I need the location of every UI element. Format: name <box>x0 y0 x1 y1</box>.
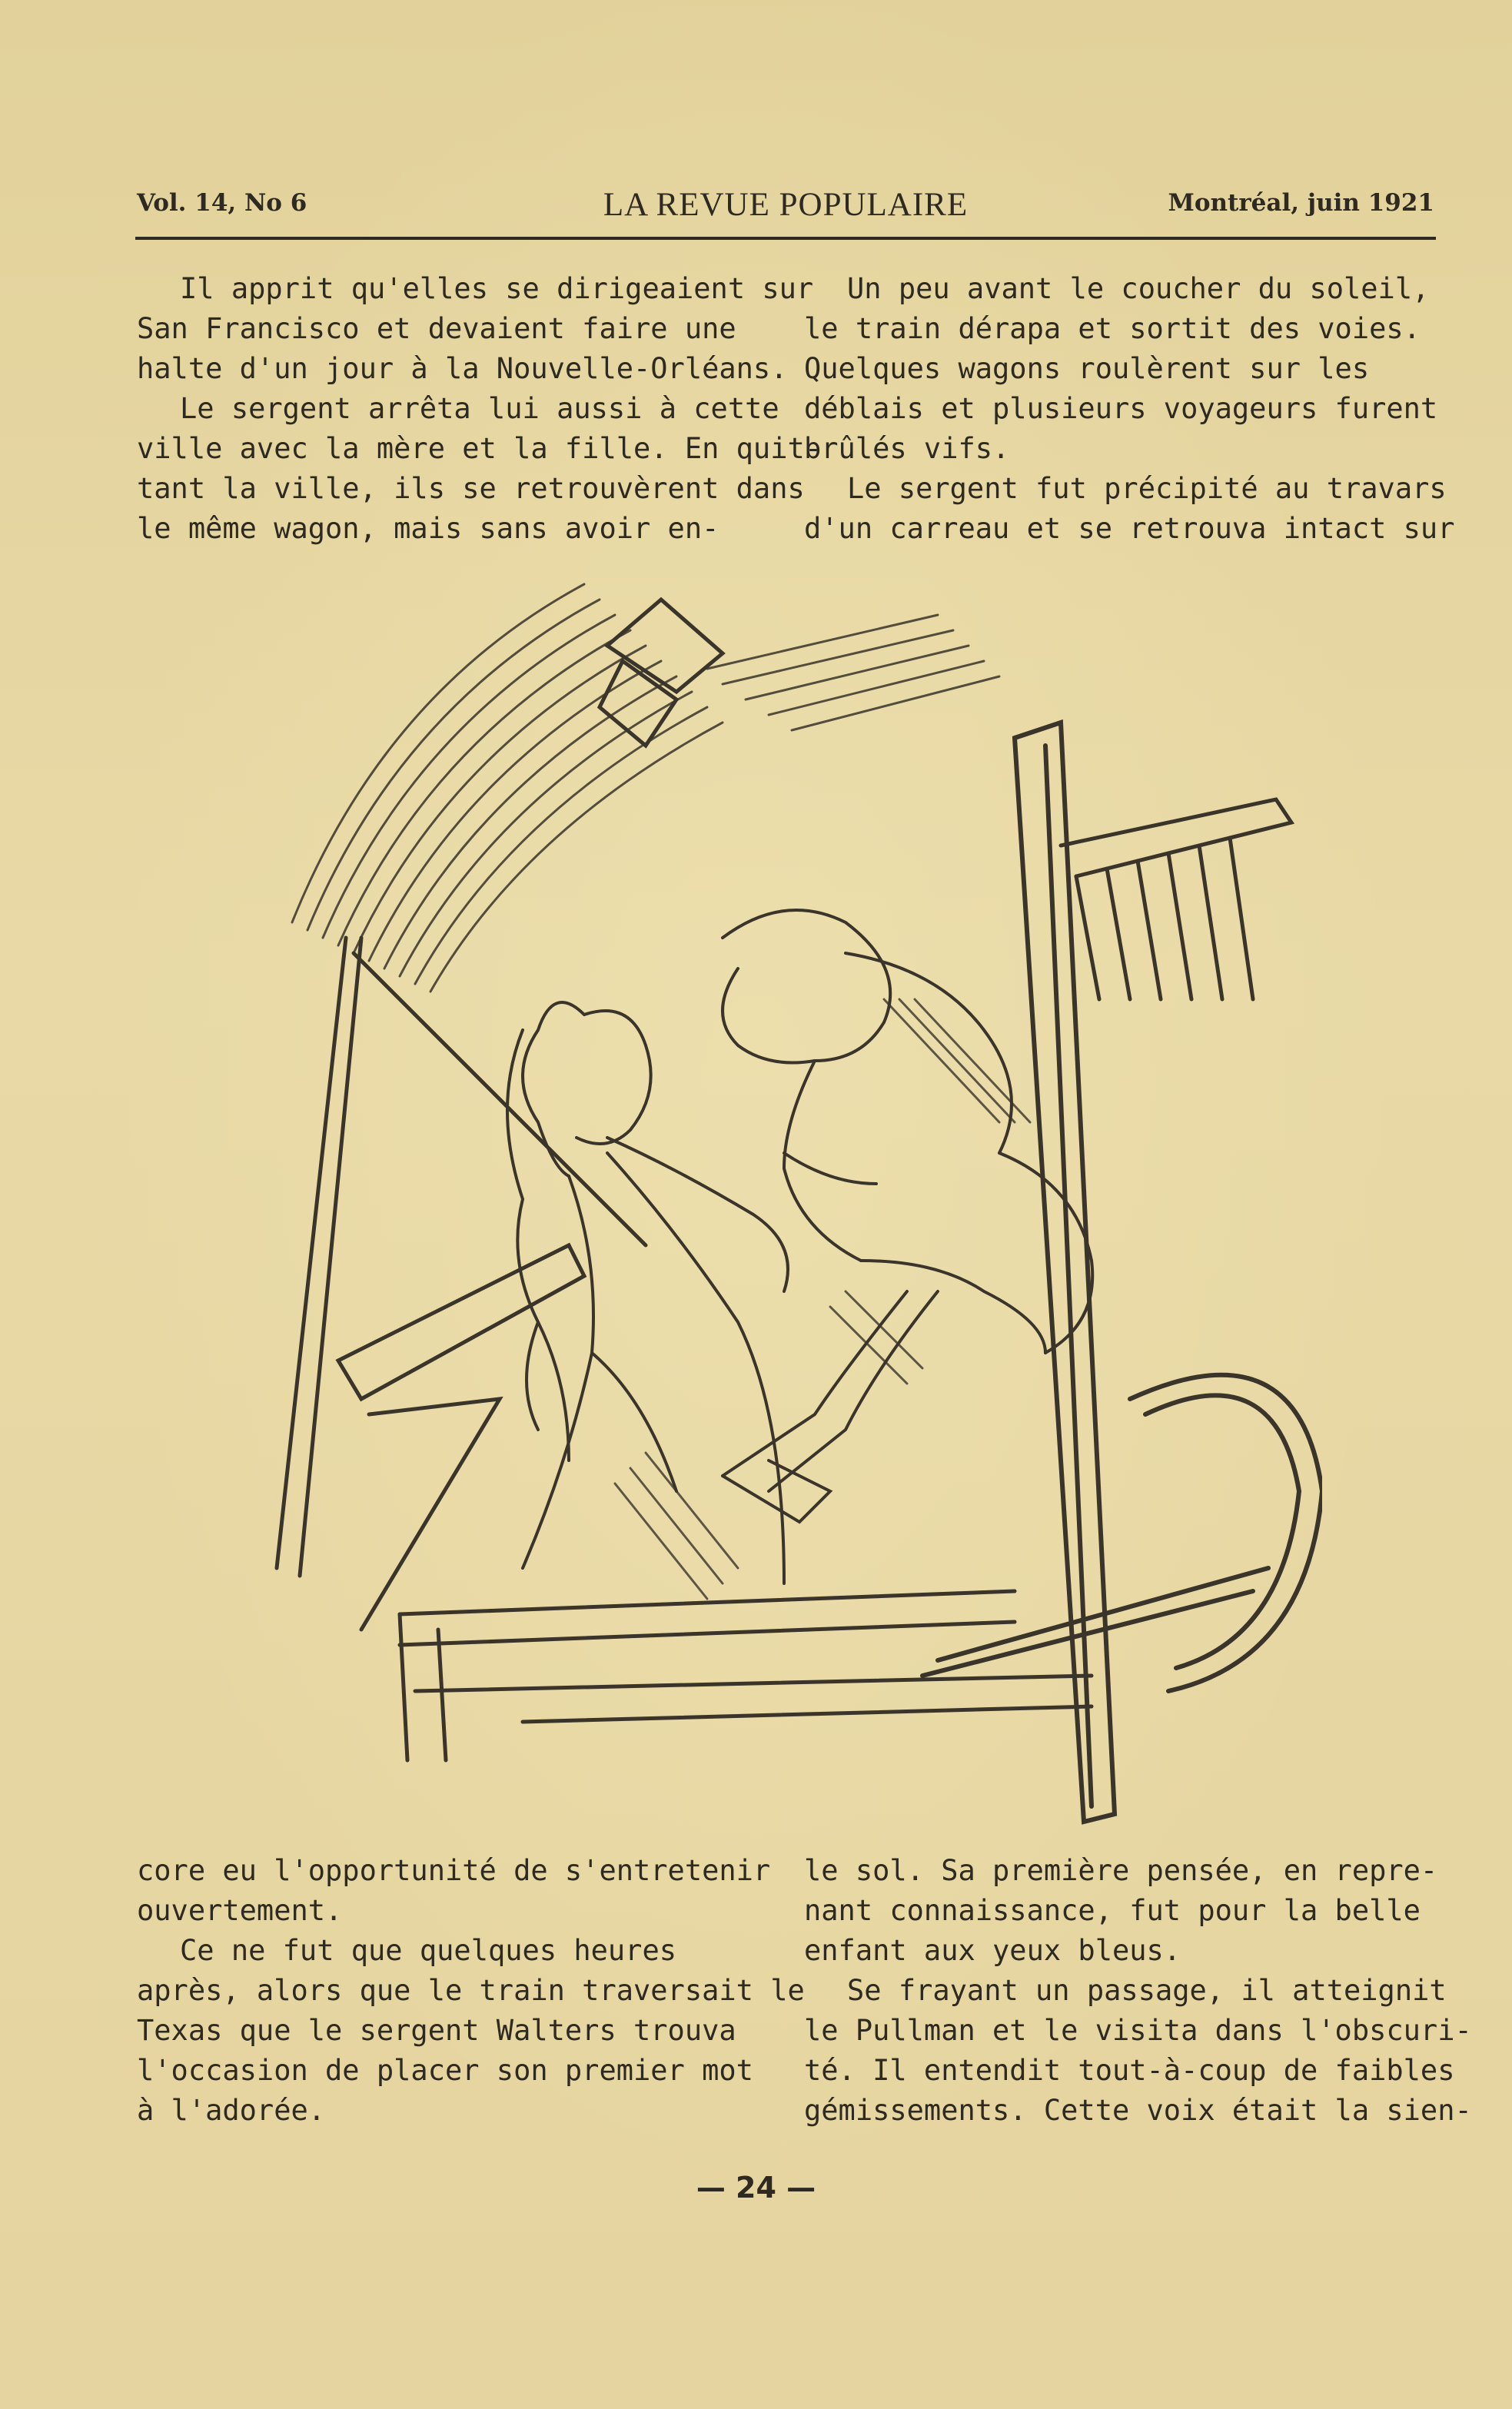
text-line: à l'adorée. <box>137 2094 326 2127</box>
text-line: Un peu avant le coucher du soleil, <box>847 272 1430 305</box>
page-number: — 24 — <box>696 2171 816 2205</box>
column-top-left <box>137 269 822 549</box>
column-top-right <box>804 269 1455 549</box>
text-line: Le sergent arrêta lui aussi à cette <box>180 392 779 425</box>
text-line: Quelques wagons roulèrent sur les <box>804 352 1370 385</box>
text-line: té. Il entendit tout-à-coup de faibles <box>804 2054 1455 2087</box>
issue-date: Montréal, juin 1921 <box>1168 189 1434 217</box>
text-line: d'un carreau et se retrouva intact sur <box>804 512 1455 545</box>
text-line: après, alors que le train traversait le <box>137 1974 805 2007</box>
text-line: le Pullman et le visita dans l'obscuri- <box>804 2014 1472 2047</box>
text-line: tant la ville, ils se retrouvèrent dans <box>137 472 805 505</box>
text-line: Il apprit qu'elles se dirigeaient sur <box>180 272 814 305</box>
text-line: Texas que le sergent Walters trouva <box>137 2014 736 2047</box>
text-line: le même wagon, mais sans avoir en- <box>137 512 719 545</box>
magazine-title: LA REVUE POPULAIRE <box>603 187 969 223</box>
text-line: gémissements. Cette voix était la sien- <box>804 2094 1472 2127</box>
text-line: core eu l'opportunité de s'entretenir <box>137 1854 771 1887</box>
column-bottom-left <box>137 1851 805 2131</box>
text-line: l'occasion de placer son premier mot <box>137 2054 753 2087</box>
volume-number: Vol. 14, No 6 <box>137 189 307 217</box>
text-line: Ce ne fut que quelques heures <box>180 1934 677 1967</box>
text-line: déblais et plusieurs voyageurs furent <box>804 392 1438 425</box>
text-line: le sol. Sa première pensée, en repre- <box>804 1854 1438 1887</box>
text-line: Se frayant un passage, il atteignit <box>847 1974 1447 2007</box>
text-line: halte d'un jour à la Nouvelle-Orléans. <box>137 352 788 385</box>
running-header <box>137 186 1434 229</box>
text-line: brûlés vifs. <box>804 432 1010 465</box>
text-line: le train dérapa et sortit des voies. <box>804 312 1421 345</box>
header-rule <box>135 237 1436 240</box>
text-line: Le sergent fut précipité au travars <box>847 472 1447 505</box>
text-line: ville avec la mère et la fille. En quit- <box>137 432 822 465</box>
train-wreck-illustration <box>246 569 1322 1845</box>
text-line: enfant aux yeux bleus. <box>804 1934 1181 1967</box>
text-line: nant connaissance, fut pour la belle <box>804 1894 1421 1927</box>
column-bottom-right <box>804 1851 1472 2131</box>
text-line: ouvertement. <box>137 1894 343 1927</box>
text-line: San Francisco et devaient faire une <box>137 312 736 345</box>
